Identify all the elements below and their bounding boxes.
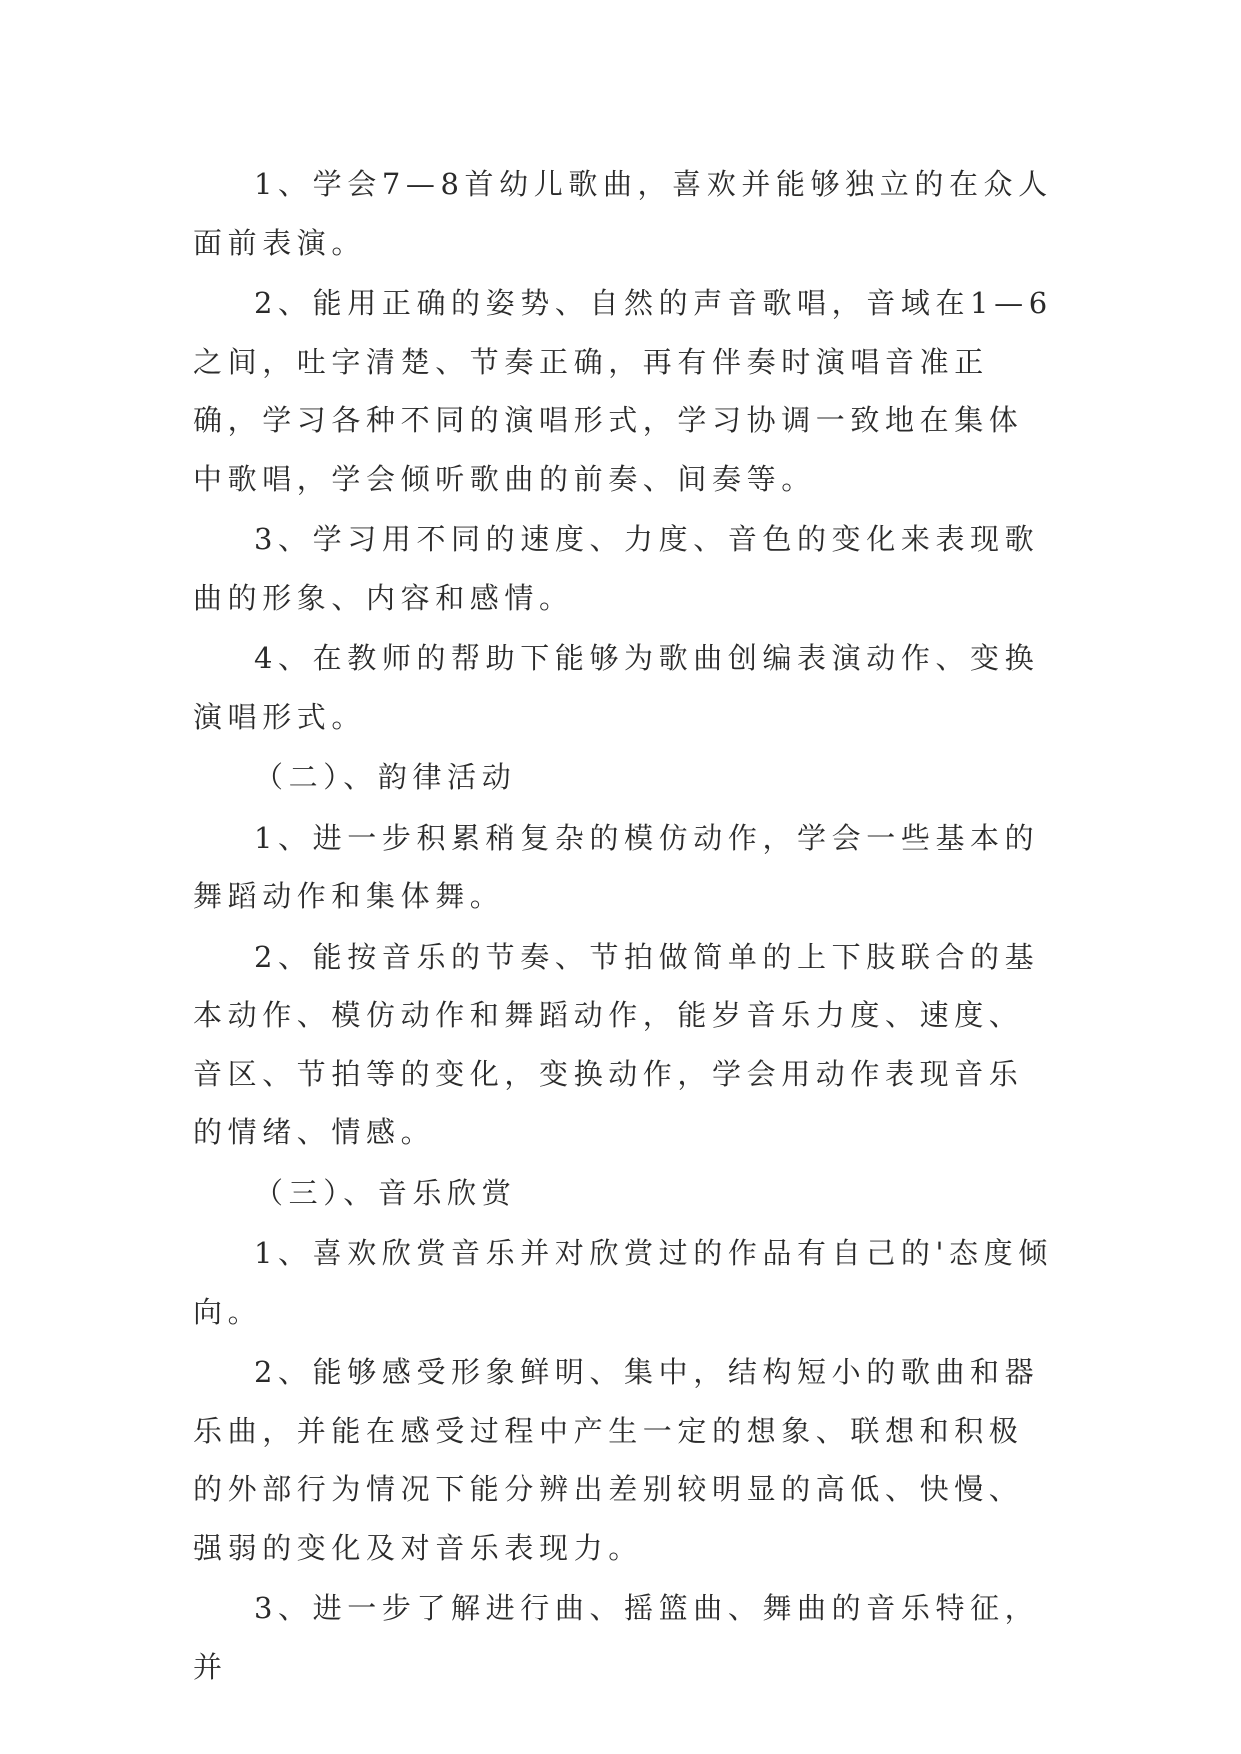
paragraph-singing-goal-4: 4、在教师的帮助下能够为歌曲创编表演动作、变换演唱形式。 [193,641,1040,734]
paragraph-singing-goal-3: 3、学习用不同的速度、力度、音色的变化来表现歌曲的形象、内容和感情。 [193,522,1040,615]
paragraph-appreciation-goal-2: 2、能够感受形象鲜明、集中，结构短小的歌曲和器乐曲，并能在感受过程中产生一定的想象、联想和积极的外部行为情况下能分辨出差别较明显的高低、快慢、强弱的变化及对音乐表现力。 [193,1355,1040,1565]
section-heading-rhythm: （二）、韵律活动 [254,760,517,794]
paragraph-appreciation-goal-3: 3、进一步了解进行曲、摇篮曲、舞曲的音乐特征，并 [193,1591,1040,1684]
document-body [193,155,1057,1698]
section-heading-appreciation: （三）、音乐欣赏 [254,1175,517,1210]
paragraph-rhythm-goal-1: 1、进一步积累稍复杂的模仿动作，学会一些基本的舞蹈动作和集体舞。 [193,820,1040,913]
paragraph-singing-goal-2: 2、能用正确的姿势、自然的声音歌唱，音域在1—6之间，吐字清楚、节奏正确，再有伴奏时演唱音准正确，学习各种不同的演唱形式，学习协调一致地在集体中歌唱，学会倾听歌曲的前奏、间奏等。 [193,286,1053,496]
paragraph-singing-goal-1: 1、学会7—8首幼儿歌曲，喜欢并能够独立的在众人面前表演。 [193,167,1053,260]
paragraph-rhythm-goal-2: 2、能按音乐的节奏、节拍做简单的上下肢联合的基本动作、模仿动作和舞蹈动作，能岁音乐力度、速度、音区、节拍等的变化，变换动作，学会用动作表现音乐的情绪、情感。 [193,939,1040,1149]
paragraph-appreciation-goal-1: 1、喜欢欣赏音乐并对欣赏过的作品有自己的'态度倾向。 [193,1236,1053,1329]
